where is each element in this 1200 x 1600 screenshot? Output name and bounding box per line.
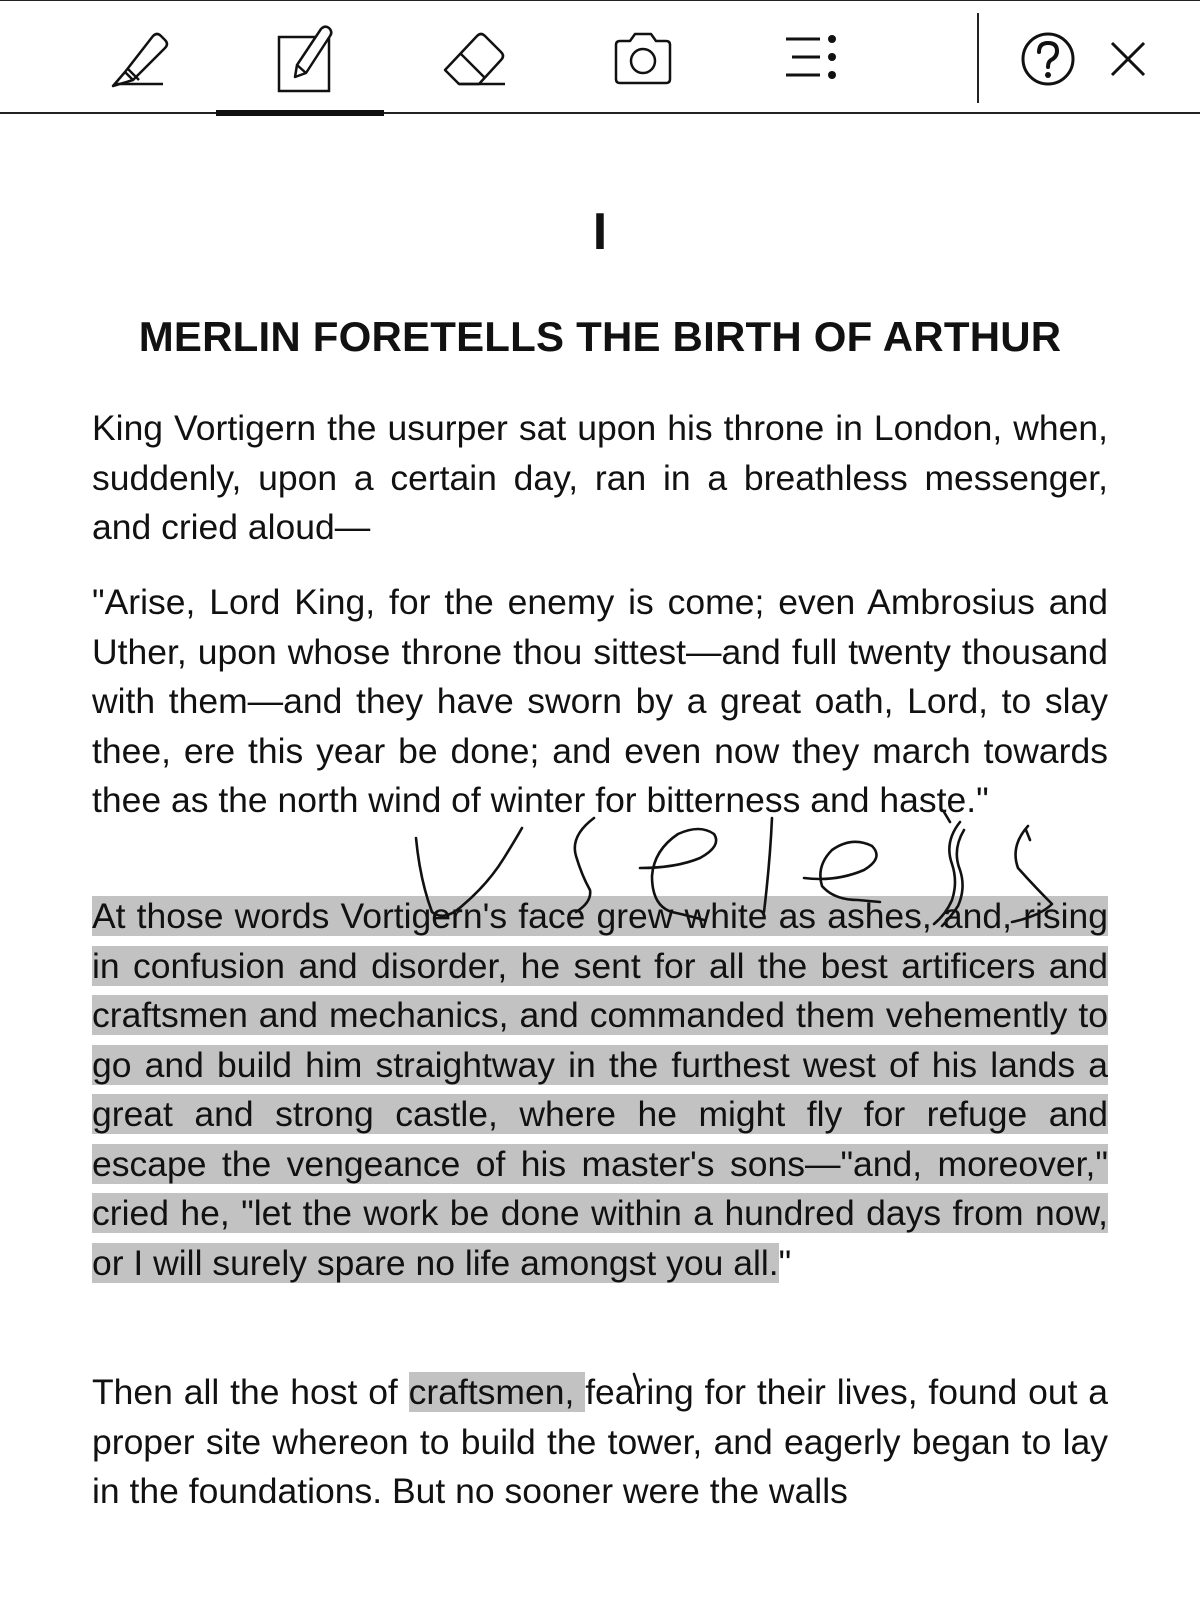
highlighted-word[interactable]: craftsmen, — [408, 1372, 586, 1412]
paragraph-4 — [92, 1368, 1108, 1517]
options-menu-button[interactable] — [762, 11, 862, 107]
highlighter-tool-button[interactable] — [86, 11, 186, 107]
book-page[interactable] — [92, 114, 1108, 1600]
chapter-number: I — [592, 203, 608, 261]
paragraph-3-tail: " — [778, 1242, 792, 1283]
screenshot-tool-button[interactable] — [593, 11, 693, 107]
pen-tool-button[interactable] — [254, 11, 354, 107]
eraser-tool-button[interactable] — [424, 11, 524, 107]
highlighter-icon — [103, 26, 169, 92]
paragraph-3 — [92, 892, 1108, 1288]
paragraph-4-after: fearing for their lives, found out a proper site whereon to build the tower, and eagerly began to lay in the foundations. But no sooner were the walls — [92, 1372, 1108, 1511]
eraser-icon — [439, 26, 509, 92]
toolbar-divider — [977, 13, 979, 103]
annotation-toolbar — [0, 0, 1200, 114]
paragraph-1: King Vortigern the usurper sat upon his throne in London, when, suddenly, upon a certain day, ran in a breathless messenger, and cried aloud— — [92, 408, 1108, 547]
help-icon — [1018, 29, 1078, 89]
chapter-title: MERLIN FORETELLS THE BIRTH OF ARTHUR — [138, 313, 1062, 360]
highlighted-passage[interactable]: At those words Vortigern's face grew white as ashes, and, rising in confusion and disorder, he sent for all the best artificers and craftsmen and mechanics, and commanded them vehemently to go and build him straightway in the furthest west of his lands a great and strong castle, where he might fly for refuge and escape the vengeance of his master's sons—"and, moreover," cried he, "let the work be done within a hundred days from now, or I will surely spare no life amongst you all. — [92, 896, 1108, 1283]
camera-icon — [610, 29, 676, 89]
close-button[interactable] — [1078, 11, 1178, 107]
paragraph-2: "Arise, Lord King, for the enemy is come; even Ambrosius and Uther, upon whose throne thou sittest—and full twenty thousand with them—and they have sworn by a great oath, Lord, to slay thee, ere this year be done; and even now they march towards thee as the north wind of winter for bitterness and haste." — [92, 582, 1108, 820]
options-icon — [782, 31, 842, 87]
pen-icon — [271, 23, 337, 95]
close-icon — [1106, 37, 1150, 81]
paragraph-4-before: Then all the host of — [92, 1372, 409, 1412]
